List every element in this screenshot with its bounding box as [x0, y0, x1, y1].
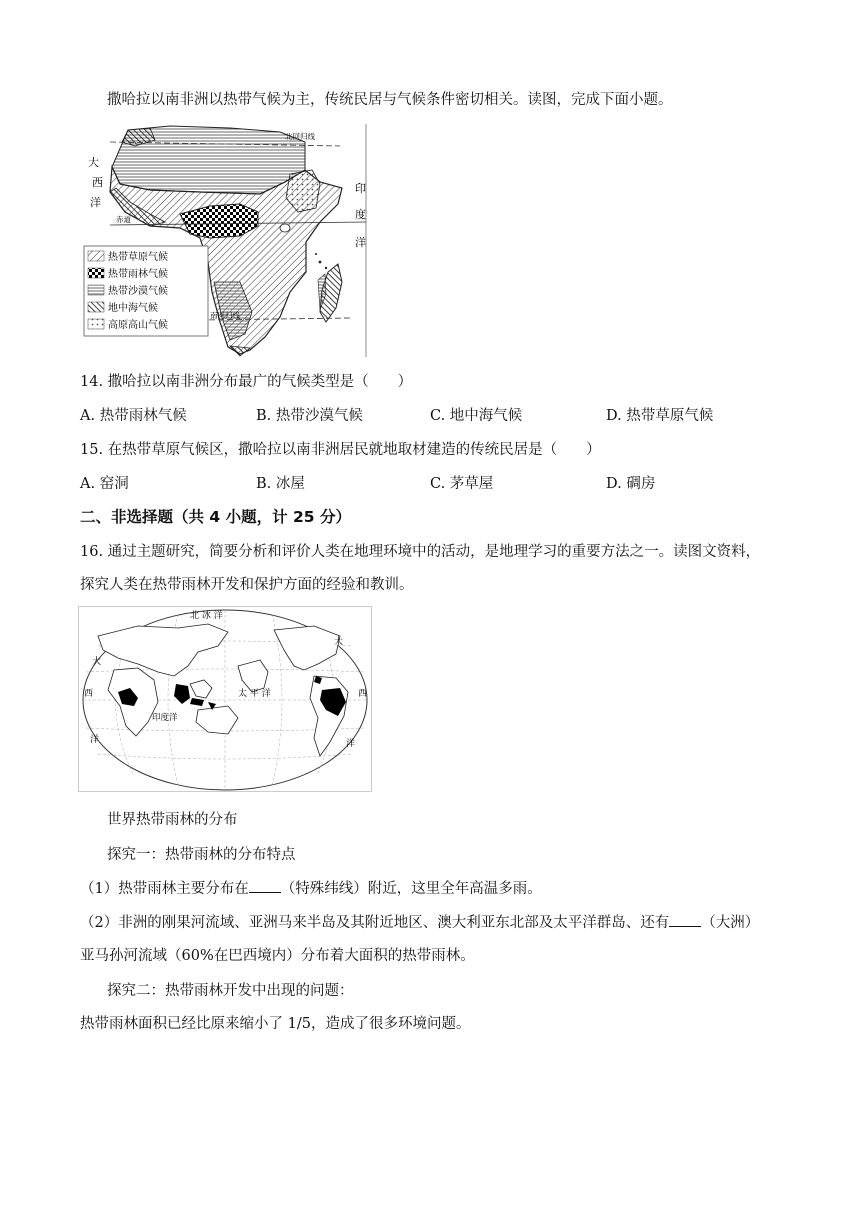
label-pacific-ocean: 太 平 洋	[238, 689, 271, 699]
q15-option-b: B. 冰屋	[256, 476, 305, 492]
legend-label-1: 热带雨林气候	[108, 269, 168, 280]
p2-before: （2）非洲的刚果河流域、亚洲马来半岛及其附近地区、澳大利亚东北部及太平洋群岛、还有	[80, 915, 670, 931]
q14-option-d: D. 热带草原气候	[606, 408, 714, 424]
legend-label-4: 高原高山气候	[108, 320, 168, 331]
p1-before: （1）热带雨林主要分布在	[80, 881, 249, 897]
legend-swatch-rainforest	[88, 268, 104, 278]
legend-swatch-mediterranean	[88, 302, 104, 312]
p1-after: （特殊纬线）附近，这里全年高温多雨。	[280, 881, 542, 897]
answer-blank-1[interactable]	[249, 880, 281, 893]
q14-stem: 14. 撒哈拉以南非洲分布最广的气候类型是（ ）	[80, 374, 413, 390]
explore1-p2	[80, 911, 759, 932]
legend-swatch-savanna	[88, 251, 104, 261]
label-indian-3: 洋	[355, 236, 366, 249]
q16-stem-line1: 16. 通过主题研究，简要分析和评价人类在地理环境中的活动，是地理学习的重要方法之一。读图文资料，	[80, 544, 761, 560]
legend-label-2: 热带沙漠气候	[108, 286, 168, 297]
africa-climate-map	[80, 122, 380, 362]
label-arctic-ocean: 北 冰 洋	[190, 611, 223, 621]
label-atlantic-1: 大	[88, 156, 99, 169]
q15-option-c: C. 茅草屋	[430, 476, 494, 492]
explore2-title: 探究二：热带雨林开发中出现的问题：	[107, 983, 354, 999]
label-tropic-capricorn: 南回归线	[210, 311, 240, 320]
explore1-p1	[80, 877, 542, 898]
label-atlantic-right-1: 大	[334, 637, 344, 647]
label-atlantic-left-2: 西	[84, 689, 94, 699]
legend-swatch-desert	[88, 285, 104, 295]
label-equator: 赤道	[116, 215, 131, 224]
q14-option-a: A. 热带雨林气候	[80, 408, 187, 424]
q15-stem: 15. 在热带草原气候区，撒哈拉以南非洲居民就地取材建造的传统民居是（ ）	[80, 442, 601, 458]
intro-text: 撒哈拉以南非洲以热带气候为主，传统民居与气候条件密切相关。读图，完成下面小题。	[107, 92, 673, 108]
label-atlantic-3: 洋	[90, 196, 101, 209]
label-tropic-cancer: 北回归线	[285, 132, 315, 141]
legend-label-3: 地中海气候	[108, 303, 158, 314]
q15-option-d: D. 碉房	[606, 476, 656, 492]
label-atlantic-left-1: 大	[92, 657, 102, 667]
explore1-p2-line2: 亚马孙河流域（60%在巴西境内）分布着大面积的热带雨林。	[80, 948, 475, 964]
label-atlantic-left-3: 洋	[90, 735, 100, 745]
label-atlantic-right-2: 西	[358, 689, 368, 699]
explore1-title: 探究一：热带雨林的分布特点	[107, 847, 296, 863]
legend-label-0: 热带草原气候	[108, 252, 168, 263]
q14-option-b: B. 热带沙漠气候	[256, 408, 363, 424]
world-map-caption: 世界热带雨林的分布	[107, 812, 238, 828]
explore2-text: 热带雨林面积已经比原来缩小了 1/5，造成了很多环境问题。	[80, 1016, 471, 1032]
section-title: 二、非选择题（共 4 小题，计 25 分）	[80, 508, 351, 526]
label-indian-2: 度	[355, 208, 366, 221]
q16-stem-line2: 探究人类在热带雨林开发和保护方面的经验和教训。	[80, 577, 414, 593]
label-atlantic-right-3: 洋	[346, 739, 356, 749]
legend-swatch-highland	[88, 319, 104, 329]
q14-option-c: C. 地中海气候	[430, 408, 523, 424]
world-rainforest-map	[78, 606, 372, 792]
label-atlantic-2: 西	[92, 176, 103, 189]
q15-option-a: A. 窑洞	[80, 476, 129, 492]
label-indian-ocean: 印度洋	[152, 713, 178, 723]
p2-after: （大洲）	[701, 915, 760, 931]
answer-blank-2[interactable]	[669, 914, 701, 927]
label-indian-1: 印	[355, 182, 366, 195]
